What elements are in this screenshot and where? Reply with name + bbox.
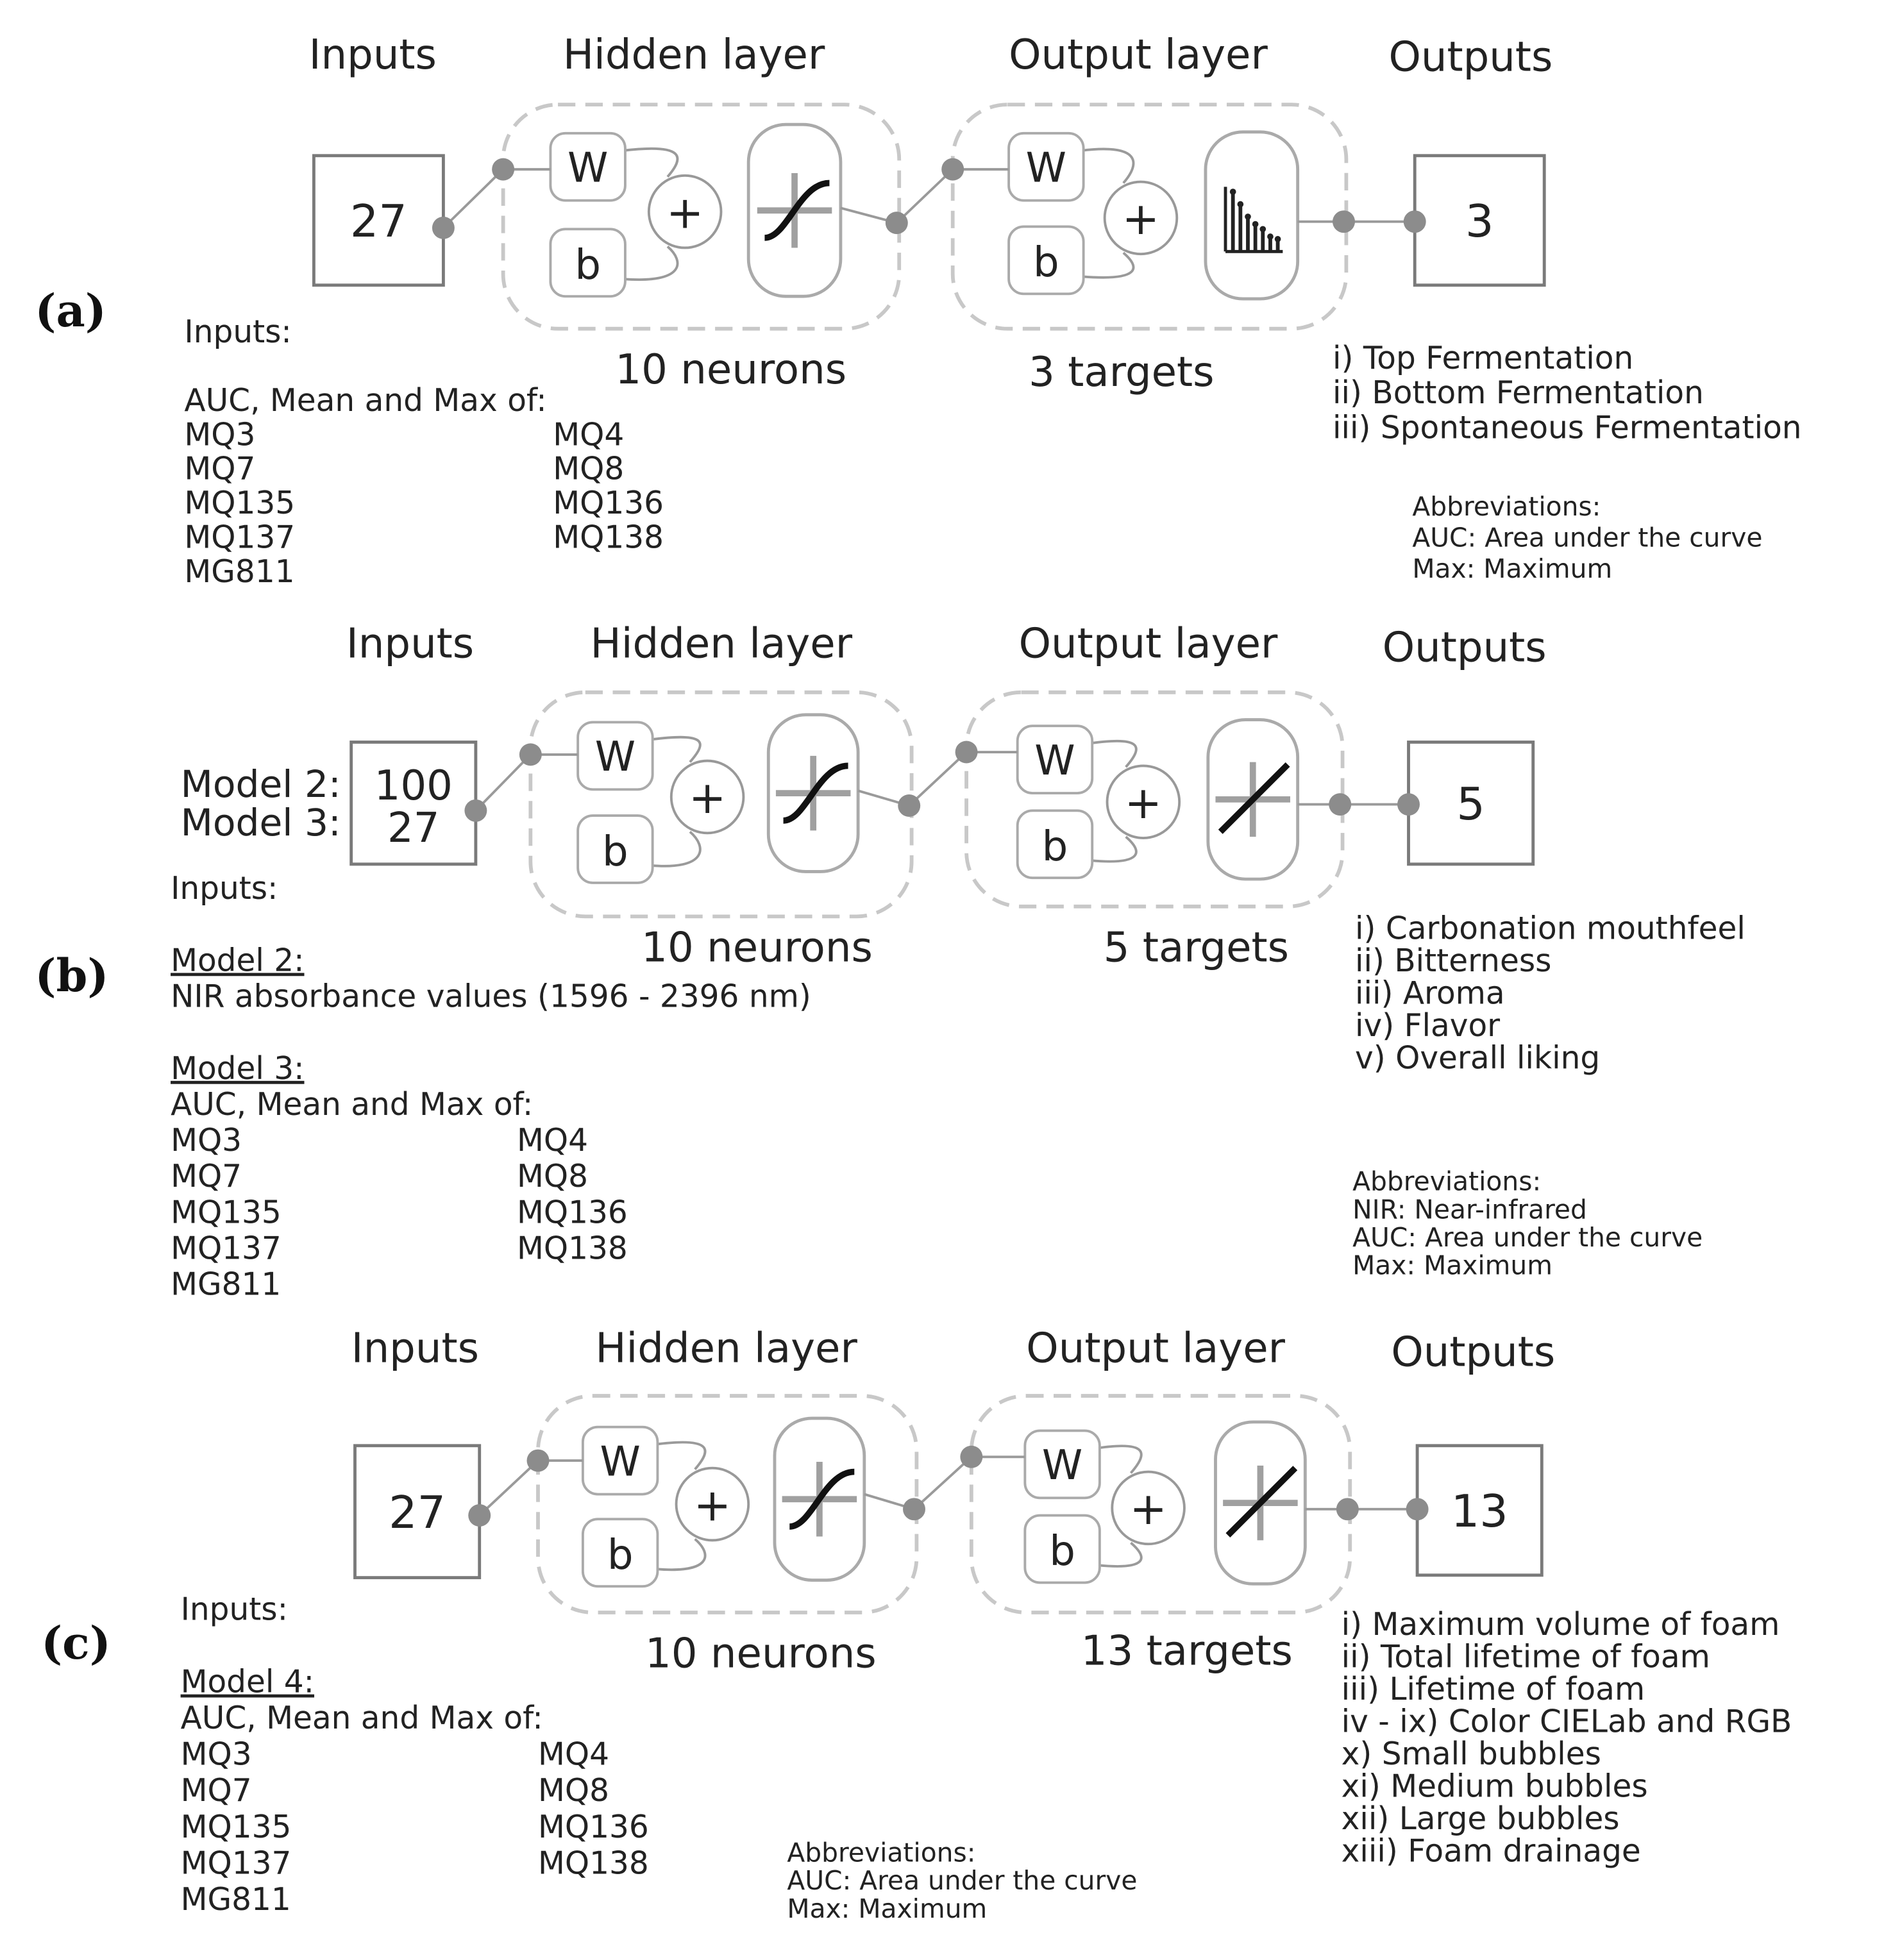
input-count: 27 (389, 1486, 446, 1539)
output-sum-label: + (1124, 776, 1163, 829)
connection-node (941, 158, 964, 181)
abbreviation-line: Max: Maximum (1352, 1250, 1552, 1281)
hidden-b-connector (650, 832, 700, 866)
softmax-bar-tip (1275, 236, 1281, 242)
header-hidden-layer: Hidden layer (562, 31, 825, 79)
hidden-w-connector (650, 737, 700, 762)
connection-node (886, 212, 908, 234)
target-item: i) Maximum volume of foam (1341, 1606, 1780, 1643)
inputs-text-line-col2: MQ4 (553, 417, 625, 453)
hidden-weight-label: W (594, 733, 636, 782)
inputs-text-line: Inputs: (180, 1591, 288, 1628)
connection-node (1397, 793, 1420, 816)
output-bias-label: b (1041, 823, 1068, 871)
model-label-3: Model 3: (180, 801, 341, 845)
target-item: i) Carbonation mouthfeel (1355, 910, 1746, 947)
header-outputs: Outputs (1388, 33, 1553, 81)
abbreviation-line: Abbreviations: (1412, 491, 1601, 523)
hidden-sum-label: + (666, 187, 704, 239)
inputs-text-line: MQ3 (180, 1736, 252, 1773)
inputs-text-line: MQ135 (180, 1809, 292, 1845)
hidden-b-connector (655, 1539, 705, 1570)
inputs-text-line-col2: MQ138 (553, 519, 664, 556)
layer-connector (896, 169, 952, 223)
inputs-text-line: MQ137 (171, 1230, 282, 1267)
output-sum-label: + (1129, 1483, 1167, 1536)
panel-c (41, 1325, 1792, 1924)
inputs-text-line: AUC, Mean and Max of: (184, 382, 547, 419)
inputs-text-line: Model 2: (171, 942, 305, 979)
target-item: ii) Bitterness (1355, 942, 1552, 979)
layer-connector (914, 1457, 972, 1509)
inputs-text-line: MQ137 (184, 519, 296, 556)
target-item: ii) Bottom Fermentation (1333, 375, 1704, 412)
inputs-text-line-col2: MQ138 (516, 1230, 628, 1267)
input-count: 27 (349, 195, 407, 247)
target-item: iv) Flavor (1355, 1007, 1501, 1044)
input-connector (476, 755, 530, 810)
output-bias-label: b (1033, 239, 1059, 287)
softmax-bar-tip (1252, 221, 1259, 228)
inputs-text-line: MG811 (171, 1266, 282, 1303)
abbreviation-line: Max: Maximum (1412, 553, 1613, 585)
model-label-2: Model 2: (180, 762, 341, 806)
hidden-neurons-caption: 10 neurons (645, 1630, 877, 1678)
inputs-text-line-col2: MQ138 (537, 1845, 649, 1882)
target-item: iii) Spontaneous Fermentation (1333, 410, 1802, 446)
target-item: iii) Lifetime of foam (1341, 1671, 1645, 1707)
hidden-bias-label: b (602, 828, 628, 876)
inputs-text-line: MQ3 (184, 417, 256, 453)
output-count: 3 (1465, 195, 1494, 247)
connection-node (1329, 793, 1351, 816)
hidden-w-connector (623, 149, 677, 177)
output-targets-caption: 13 targets (1081, 1627, 1293, 1675)
hidden-neurons-caption: 10 neurons (641, 924, 873, 972)
hidden-weight-label: W (600, 1438, 641, 1486)
inputs-text-line: NIR absorbance values (1596 - 2396 nm) (171, 978, 811, 1015)
inputs-text-line-col2: MQ136 (516, 1194, 628, 1231)
target-item: xi) Medium bubbles (1341, 1768, 1648, 1805)
inputs-text-line-col2: MQ8 (537, 1773, 609, 1809)
hidden-neurons-caption: 10 neurons (615, 346, 847, 394)
connection-node (1336, 1498, 1359, 1520)
hidden-sum-label: + (688, 772, 727, 825)
softmax-bar-tip (1259, 226, 1266, 232)
panel-a (35, 31, 1801, 590)
input-count-model-2: 100 (374, 762, 453, 810)
inputs-text-line-col2: MQ8 (553, 451, 625, 487)
connection-node (492, 158, 514, 181)
target-item: iii) Aroma (1355, 975, 1505, 1012)
target-item: ii) Total lifetime of foam (1341, 1639, 1710, 1675)
connection-node (468, 1504, 491, 1527)
header-output-layer: Output layer (1009, 31, 1268, 79)
inputs-text-line-col2: MQ4 (516, 1123, 588, 1159)
abbreviation-line: AUC: Area under the curve (1352, 1222, 1703, 1253)
header-hidden-layer: Hidden layer (590, 620, 853, 668)
inputs-text-line: MQ137 (180, 1845, 292, 1882)
abbreviation-line: Abbreviations: (1352, 1166, 1542, 1197)
input-connector (443, 169, 503, 228)
input-connector (480, 1461, 538, 1515)
header-outputs: Outputs (1382, 624, 1547, 672)
inputs-text-line: MQ7 (171, 1159, 242, 1195)
abbreviation-line: AUC: Area under the curve (787, 1865, 1138, 1897)
connection-node (527, 1450, 550, 1472)
header-outputs: Outputs (1391, 1328, 1556, 1377)
softmax-bar-tip (1245, 214, 1251, 220)
inputs-text-line: Model 3: (171, 1050, 305, 1087)
inputs-text-line: MQ7 (184, 451, 256, 487)
softmax-bar-tip (1237, 201, 1243, 208)
hidden-bias-label: b (575, 242, 602, 290)
target-item: x) Small bubbles (1341, 1736, 1601, 1772)
connection-node (1404, 210, 1426, 233)
output-b-connector (1097, 1543, 1141, 1566)
abbreviation-line: NIR: Near-infrared (1352, 1194, 1587, 1225)
inputs-text-line: MG811 (184, 553, 295, 590)
header-output-layer: Output layer (1018, 620, 1278, 668)
target-item: xiii) Foam drainage (1341, 1833, 1641, 1870)
inputs-text-line: MQ135 (171, 1194, 282, 1231)
connection-node (955, 741, 978, 764)
output-targets-caption: 5 targets (1103, 924, 1290, 972)
connection-node (1333, 210, 1355, 233)
output-weight-label: W (1034, 737, 1075, 785)
inputs-text-line-col2: MQ136 (553, 485, 664, 522)
panel-label: (a) (35, 284, 106, 337)
inputs-text-line: AUC, Mean and Max of: (171, 1086, 534, 1123)
panel-label: (b) (35, 949, 109, 1002)
inputs-text-line-col2: MQ8 (516, 1159, 588, 1195)
inputs-text-line: Inputs: (184, 314, 292, 351)
output-count: 5 (1456, 778, 1485, 830)
output-bias-label: b (1049, 1528, 1075, 1576)
output-w-connector (1097, 1446, 1141, 1473)
connection-node (464, 800, 487, 822)
connection-node (960, 1446, 982, 1468)
connection-node (519, 743, 542, 766)
inputs-text-line: AUC, Mean and Max of: (180, 1700, 543, 1737)
hidden-b-connector (623, 247, 677, 280)
output-w-connector (1090, 741, 1136, 767)
output-sum-label: + (1122, 193, 1160, 246)
hidden-bias-label: b (607, 1532, 634, 1580)
target-item: v) Overall liking (1355, 1040, 1601, 1076)
softmax-bar-tip (1267, 233, 1274, 240)
inputs-text-line-col2: MQ136 (537, 1809, 649, 1845)
target-item: xii) Large bubbles (1341, 1800, 1620, 1837)
input-count-model-3: 27 (387, 804, 440, 852)
hidden-weight-label: W (567, 144, 609, 192)
output-activation-box (1206, 132, 1298, 299)
layer-connector (909, 752, 966, 806)
output-b-connector (1090, 837, 1136, 862)
output-w-connector (1081, 149, 1134, 183)
output-weight-label: W (1041, 1442, 1083, 1490)
panel-b (35, 620, 1745, 1302)
inputs-text-line: Model 4: (180, 1664, 315, 1700)
connection-node (903, 1498, 925, 1520)
softmax-bar-tip (1230, 188, 1236, 195)
header-inputs: Inputs (351, 1325, 479, 1373)
header-inputs: Inputs (346, 620, 475, 668)
inputs-text-line: MQ3 (171, 1123, 242, 1159)
header-hidden-layer: Hidden layer (595, 1325, 857, 1373)
connection-node (1406, 1498, 1429, 1520)
inputs-text-line: MQ135 (184, 485, 296, 522)
target-item: i) Top Fermentation (1333, 340, 1634, 376)
inputs-text-line-col2: MQ4 (537, 1736, 609, 1773)
header-inputs: Inputs (308, 31, 437, 79)
abbreviation-line: AUC: Area under the curve (1412, 522, 1763, 553)
output-weight-label: W (1025, 144, 1067, 192)
output-b-connector (1081, 253, 1134, 278)
inputs-text-line: MG811 (180, 1881, 291, 1918)
target-item: iv - ix) Color CIELab and RGB (1341, 1704, 1792, 1740)
connection-node (898, 794, 920, 817)
output-targets-caption: 3 targets (1029, 349, 1215, 397)
connection-node (432, 217, 455, 239)
panel-label: (c) (41, 1616, 111, 1670)
hidden-sum-label: + (693, 1479, 732, 1532)
abbreviation-line: Max: Maximum (787, 1893, 988, 1924)
header-output-layer: Output layer (1026, 1325, 1286, 1373)
inputs-text-line: Inputs: (171, 871, 278, 907)
output-count: 13 (1451, 1486, 1508, 1538)
abbreviation-line: Abbreviations: (787, 1837, 976, 1868)
inputs-text-line: MQ7 (180, 1773, 252, 1809)
hidden-w-connector (655, 1442, 705, 1469)
